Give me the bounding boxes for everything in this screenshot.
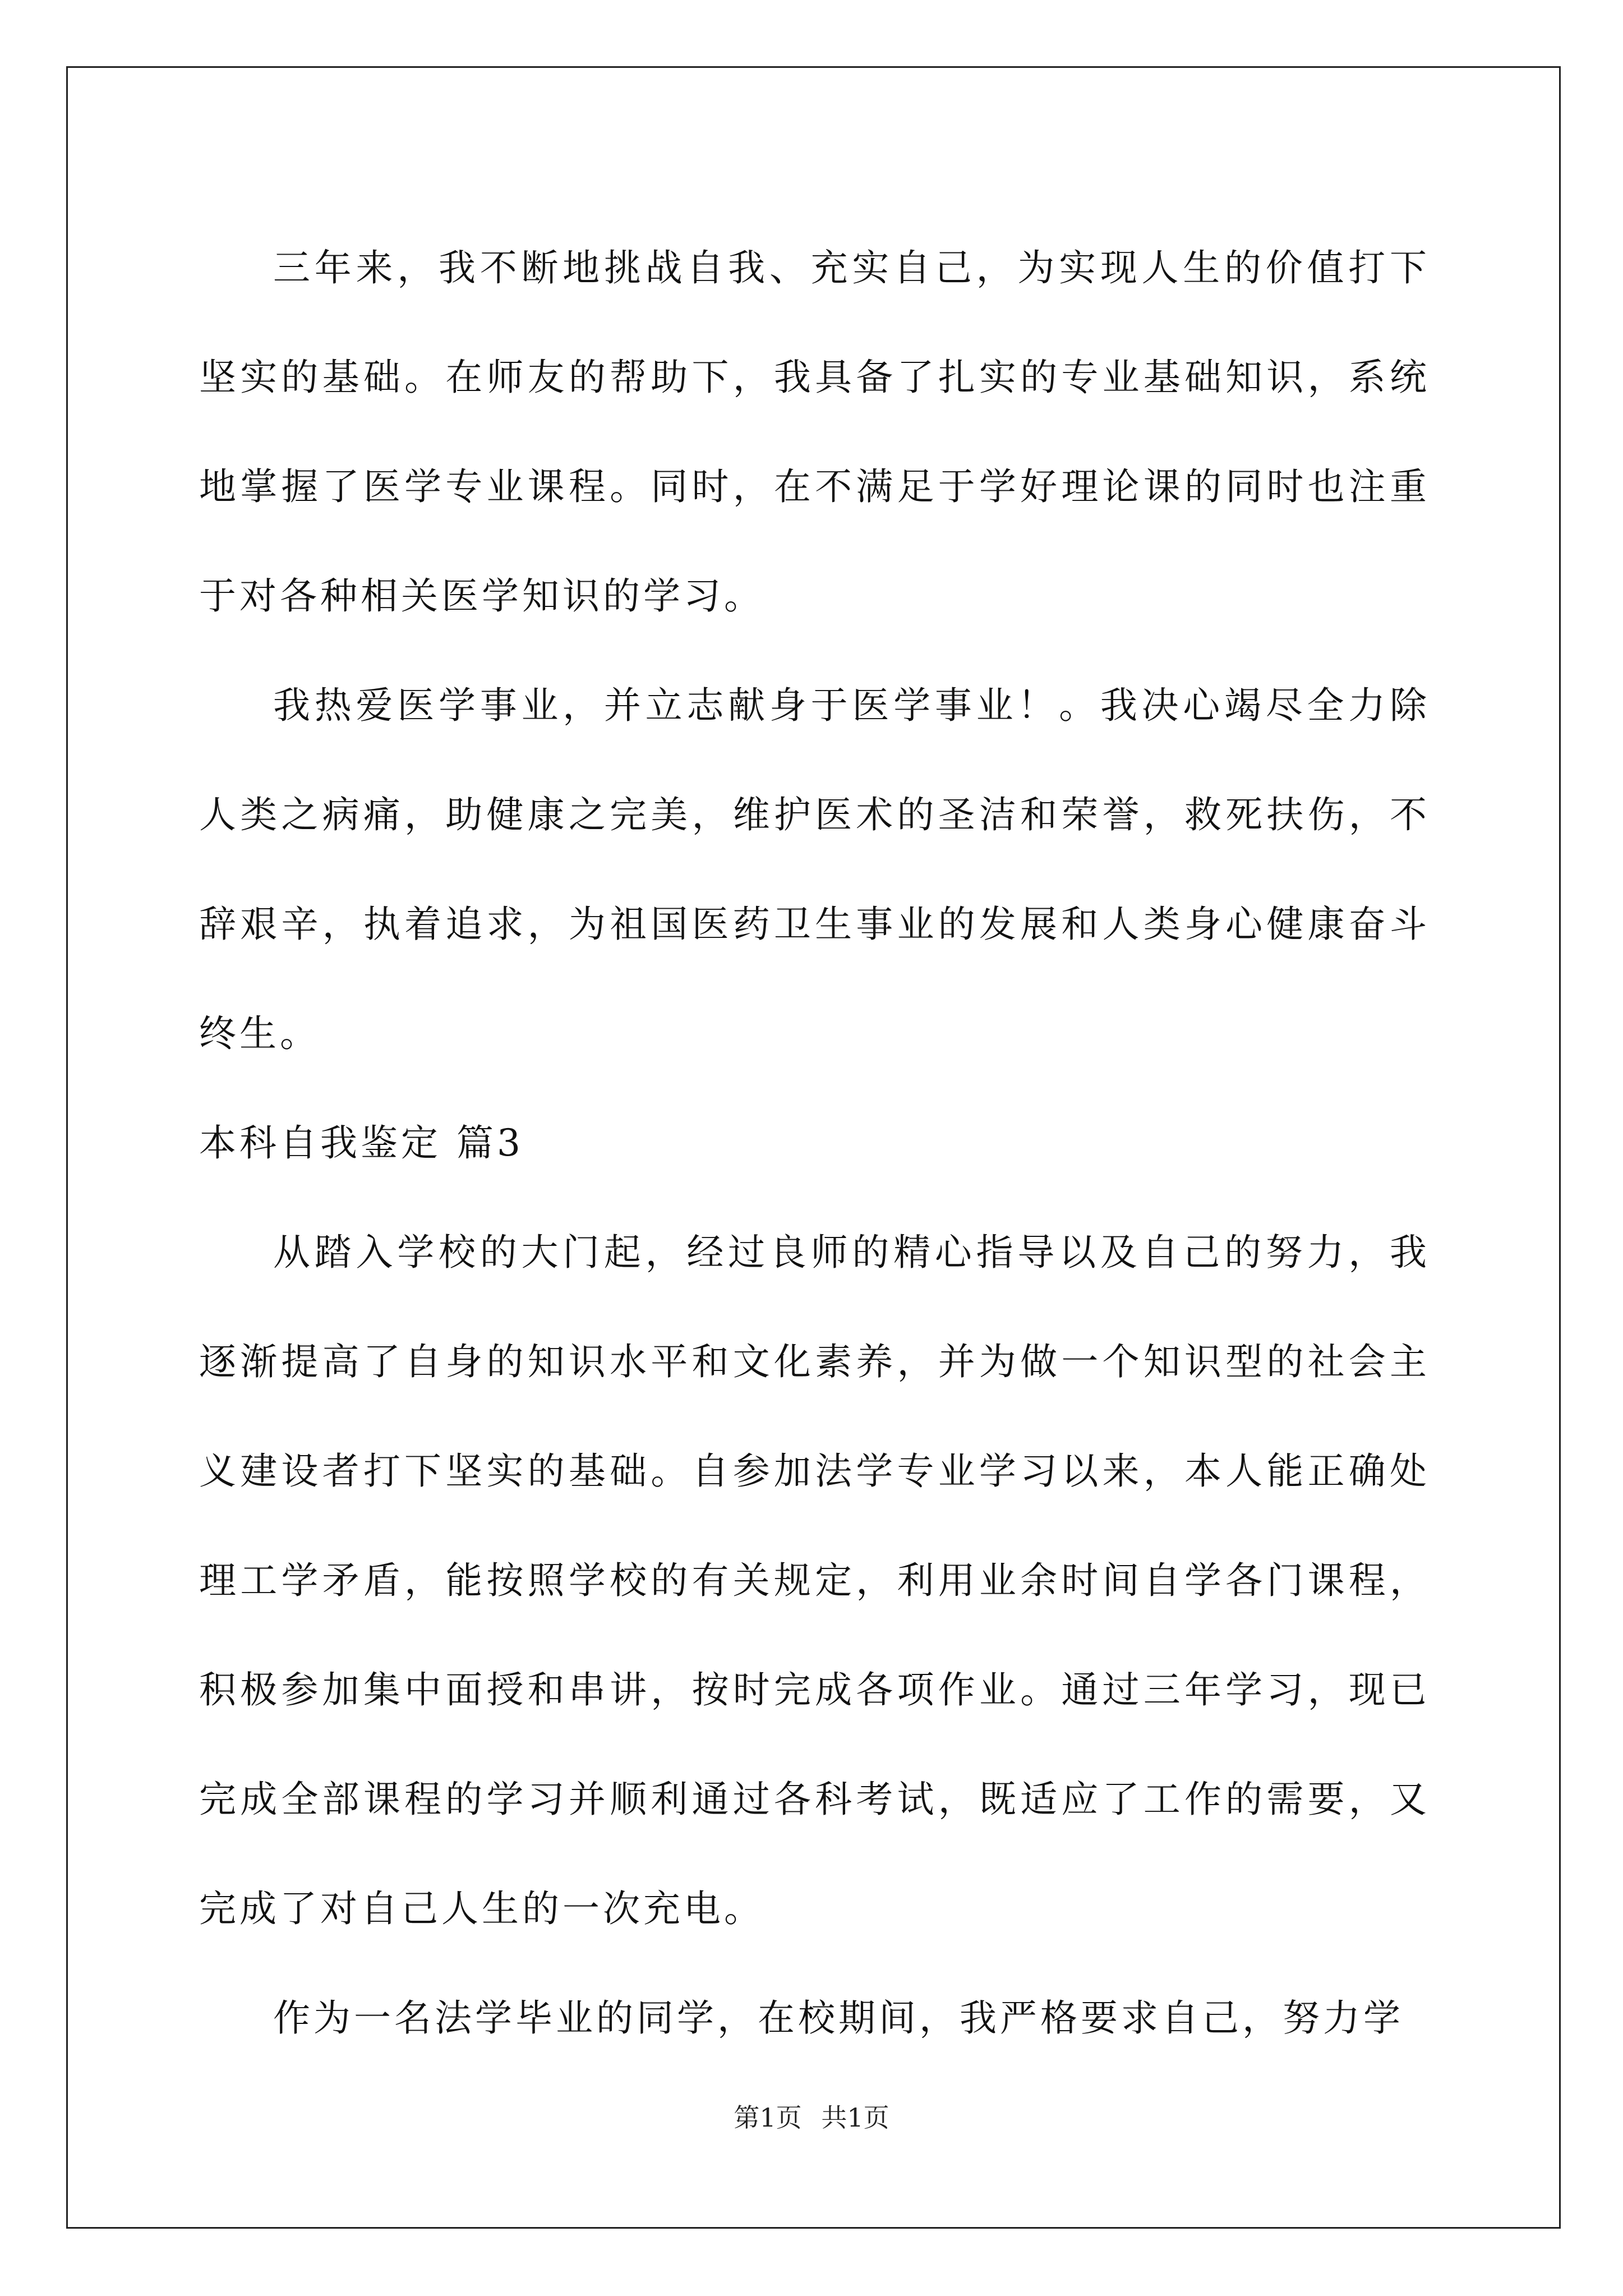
section-heading: 本科自我鉴定 篇3 (199, 1121, 524, 1165)
page-total: 共1页 (821, 2102, 889, 2133)
paragraph-1: 三年来，我不断地挑战自我、充实自己，为实现人生的价值打下坚实的基础。在师友的帮助下，我具备了扎实的专业基础知识，系统地掌握了医学专业课程。同时，在不满足于学好理论课的同时也注重于对各种相关医学知识的学习。 (199, 246, 1430, 618)
paragraph-3: 从踏入学校的大门起，经过良师的精心指导以及自己的努力，我逐渐提高了自身的知识水平和文化素养，并为做一个知识型的社会主义建设者打下坚实的基础。自参加法学专业学习以来，本人能正确处理工学矛盾，能按照学校的有关规定，利用业余时间自学各门课程，积极参加集中面授和串讲，按时完成各项作业。通过三年学习，现已完成全部课程的学习并顺利通过各科考试，既适应了工作的需要，又完成了对自己人生的一次充电。 (199, 1231, 1430, 1930)
document-body (199, 213, 1430, 2073)
page-footer (0, 2101, 1623, 2134)
paragraph-4: 作为一名法学毕业的同学，在校期间，我严格要求自己，努力学 (273, 1996, 1404, 2040)
paragraph-2: 我热爱医学事业，并立志献身于医学事业！。我决心竭尽全力除人类之病痛，助健康之完美，维护医术的圣洁和荣誉，救死扶伤，不辞艰辛，执着追求，为祖国医药卫生事业的发展和人类身心健康奋斗终生。 (199, 684, 1430, 1055)
page-number: 第1页 (734, 2102, 802, 2133)
